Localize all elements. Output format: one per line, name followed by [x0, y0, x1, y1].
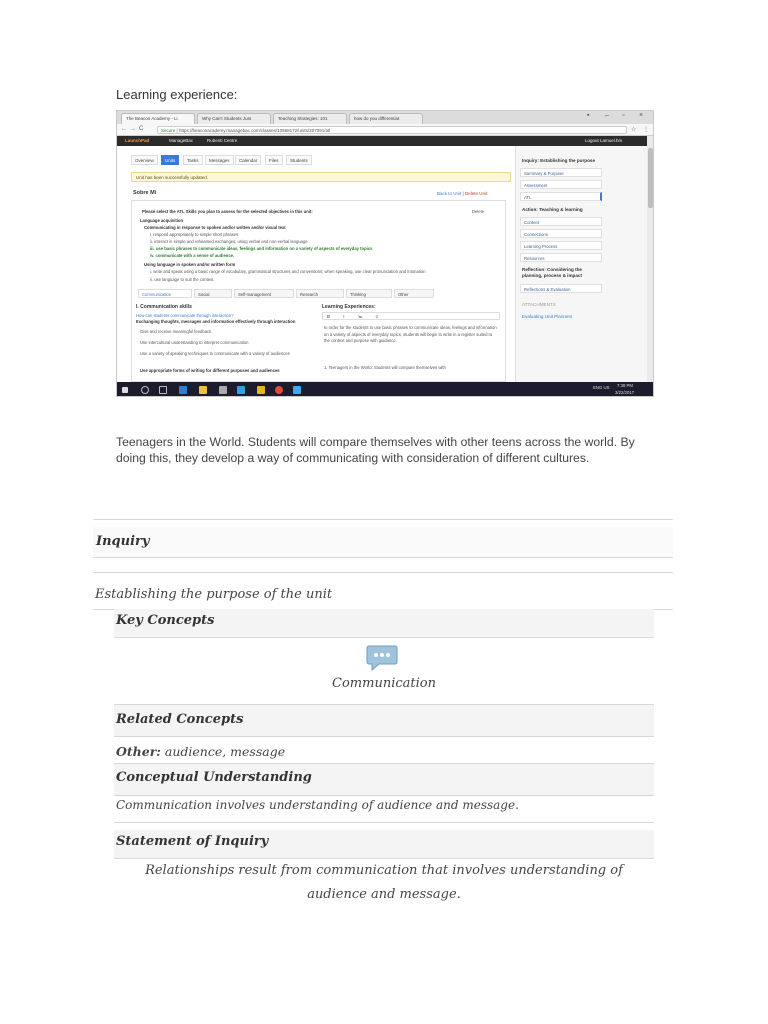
chat-bubble-icon [366, 643, 398, 673]
word-icon[interactable] [293, 386, 301, 394]
explorer-icon[interactable] [199, 386, 207, 394]
skill-checkbox[interactable]: Use intercultural understanding to interpret communication [140, 340, 249, 345]
related-concepts-title: Related Concepts [116, 712, 244, 727]
related-concepts-other [116, 744, 285, 759]
attachment-link[interactable]: Evaluating Unit Planners [522, 314, 573, 319]
sidebar-action-head: Action: Teaching & learning [522, 207, 583, 212]
objective-line[interactable]: iv. communicate with a sense of audience. [150, 253, 235, 258]
menu-icon[interactable]: ⋮ [643, 127, 649, 133]
atl-tab[interactable]: Research [296, 289, 344, 298]
sidebar-item[interactable]: Assessment [520, 180, 602, 189]
divider [93, 572, 673, 573]
page-heading: Learning experience: [116, 87, 238, 102]
taskbar-time[interactable]: 7:38 PM [617, 383, 634, 388]
statement-of-inquiry-line1: Relationships result from communication that involves understanding of [145, 863, 623, 878]
sidebar-item[interactable]: Learning Process [520, 241, 602, 250]
divider [114, 637, 654, 638]
editor-toolbar[interactable]: B I ≔ ≡ [322, 312, 500, 320]
inquiry-band [93, 527, 673, 557]
browser-tab[interactable]: The Beacon Academy - Li [121, 113, 195, 124]
learning-item[interactable]: 1. Teenagers in the World: Students will compare themselves with [324, 365, 446, 370]
skill-checkbox[interactable]: Use a variety of speaking techniques to communicate with a variety of audiences [140, 351, 290, 356]
atl-panel [131, 200, 506, 382]
skill-checkbox[interactable]: Use appropriate forms of writing for different purposes and audiences [140, 368, 280, 373]
start-icon[interactable] [122, 387, 128, 393]
subtab[interactable]: Students [286, 155, 312, 165]
sidebar-attach-head: ATTACHMENTS [522, 302, 556, 307]
atl-tab[interactable]: Social [194, 289, 232, 298]
site-nav-item[interactable]: ManageBac [169, 138, 194, 143]
subtab[interactable]: Units [161, 155, 179, 165]
objective-line[interactable]: Using language in spoken and/or written form [144, 262, 236, 267]
site-nav [117, 136, 653, 146]
unit-name: Sobre Mi [133, 190, 157, 196]
chrome-icon[interactable] [275, 386, 283, 394]
divider [114, 736, 654, 737]
subtab[interactable]: Messages [205, 155, 234, 165]
sidebar-item[interactable]: Reflections & Evaluation [520, 284, 602, 293]
profile-icon[interactable]: ▪ [587, 112, 590, 119]
store-icon[interactable] [219, 386, 227, 394]
skills-subheading: Exchanging thoughts, messages and information effectively through interaction [136, 319, 296, 324]
logout-link[interactable]: Logout Lamuel.hm [585, 138, 623, 143]
browser-tab[interactable]: how do you differentiat [349, 113, 423, 124]
url-field[interactable]: Secure | https://beaconacademy.managebac.com/classes/10568172/units/307091/atl [157, 126, 627, 134]
sidebar-item[interactable]: Resources [520, 253, 602, 262]
objective-line[interactable]: ii. use language to suit the context. [150, 277, 215, 282]
other-value: audience, message [164, 744, 286, 759]
browser-tab[interactable]: Why Can't Students Just [197, 113, 271, 124]
objective-line[interactable]: Communicating in response to spoken and/or written and/or visual text [144, 225, 286, 230]
close-icon[interactable]: × [639, 112, 644, 119]
skills-heading: I. Communication skills [136, 304, 192, 310]
statement-of-inquiry-line2: audience and message. [307, 887, 461, 902]
url-text: https://beaconacademy.managebac.com/classes/10568172/units/307091/atl [178, 128, 331, 133]
site-brand[interactable]: LaunchPad [125, 138, 150, 143]
windows-taskbar [117, 382, 653, 397]
key-concept-communication: Communication [332, 676, 436, 691]
sidebar-item[interactable]: Content [520, 217, 602, 226]
success-notice: Unit has been successfully updated. [131, 172, 511, 182]
learning-heading: Learning Experiences: [322, 304, 376, 310]
divider [93, 519, 673, 520]
mail-icon[interactable] [237, 386, 245, 394]
divider [114, 822, 654, 823]
page-scrollbar[interactable] [647, 136, 654, 382]
unit-links: Back to Unit | Delete Unit [437, 191, 488, 196]
sidebar-item[interactable]: Connections [520, 229, 602, 238]
atl-instruction: Please select the ATL Skills you plan to assess for the selected objectives in this unit: [142, 209, 313, 214]
description-paragraph: Teenagers in the World. Students will compare themselves with other teens across the world. By doing this, they develop a way of communicating with consideration of different cultures. [116, 435, 635, 465]
search-icon[interactable] [141, 386, 149, 394]
embedded-screenshot [116, 110, 654, 397]
sidebar-item[interactable]: ATL [520, 192, 602, 201]
scrollbar-thumb[interactable] [648, 148, 653, 208]
browser-tab[interactable]: Teaching Strategies: 101 [273, 113, 347, 124]
skills-question: How can students communicate through interaction? [136, 313, 234, 318]
sidebar-item[interactable]: Summary & Purpose [520, 168, 602, 177]
taskbar-lang[interactable]: ENG US [593, 385, 610, 390]
sidebar-inquiry-head: Inquiry: Establishing the purpose [522, 158, 595, 163]
statement-of-inquiry-title: Statement of Inquiry [116, 834, 269, 849]
delete-unit-link[interactable]: Delete Unit [464, 191, 488, 196]
objective-line[interactable]: i. write and speak using a basic range of vocabulary, grammatical structures and conventions; when speaking, use clear pronunciation and intonation [150, 269, 426, 274]
subtab[interactable]: Overview [131, 155, 158, 165]
conceptual-understanding-text: Communication involves understanding of audience and message. [116, 798, 519, 812]
atl-tab[interactable]: Other [394, 289, 434, 298]
taskbar-date[interactable]: 3/22/2017 [615, 390, 635, 395]
address-bar [117, 124, 653, 136]
key-concepts-title: Key Concepts [116, 613, 215, 628]
sidebar-reflection-head: Reflection: Considering the planning, process & impact [522, 267, 582, 278]
skill-checkbox[interactable]: Give and receive meaningful feedback [140, 329, 212, 334]
divider [114, 795, 654, 796]
star-icon[interactable]: ☆ [631, 127, 637, 133]
objective-line: Language acquisition [140, 218, 184, 223]
edge-icon[interactable] [179, 386, 187, 394]
inquiry-title: Inquiry [96, 534, 150, 549]
atl-tab[interactable]: Thinking [346, 289, 392, 298]
minimize-icon[interactable]: – [605, 112, 609, 119]
subtab[interactable]: Tasks [183, 155, 203, 165]
divider [93, 557, 673, 558]
unit-sidebar [515, 146, 647, 382]
back-to-unit-link[interactable]: Back to Unit [437, 191, 462, 196]
inquiry-subtitle: Establishing the purpose of the unit [95, 587, 333, 602]
subtab[interactable]: Calendar [235, 155, 261, 165]
site-nav-item[interactable]: Rubenti Centre [207, 138, 238, 143]
app-icon[interactable] [257, 386, 265, 394]
restore-icon[interactable]: ▫ [622, 112, 625, 119]
atl-tab[interactable]: Communication [138, 289, 192, 298]
secure-label: Secure [161, 128, 176, 133]
delete-button[interactable]: Delete [472, 209, 485, 214]
subtab[interactable]: Files [265, 155, 283, 165]
learning-text[interactable]: In order for the students to use basic phrases to communicate ideas, feelings and information on a variety of aspects of everyday topics, students will begin to write in a register suited to the context and purpose with guidance. [324, 325, 497, 343]
atl-tab[interactable]: Self-management [234, 289, 294, 298]
conceptual-understanding-title: Conceptual Understanding [116, 770, 312, 785]
nav-arrows-icon[interactable]: ←→C [121, 126, 147, 132]
objective-line[interactable]: iii. use basic phrases to communicate ideas, feelings and information on a variety of aspects of everyday topics [150, 246, 373, 251]
objective-line[interactable]: ii. interact in simple and rehearsed exchanges, using verbal and non-verbal language [150, 239, 308, 244]
other-label: Other: [116, 744, 161, 759]
objective-line[interactable]: i. respond appropriately to simple short phrases [150, 232, 239, 237]
browser-tab-strip [117, 111, 653, 124]
task-view-icon[interactable] [159, 386, 167, 394]
